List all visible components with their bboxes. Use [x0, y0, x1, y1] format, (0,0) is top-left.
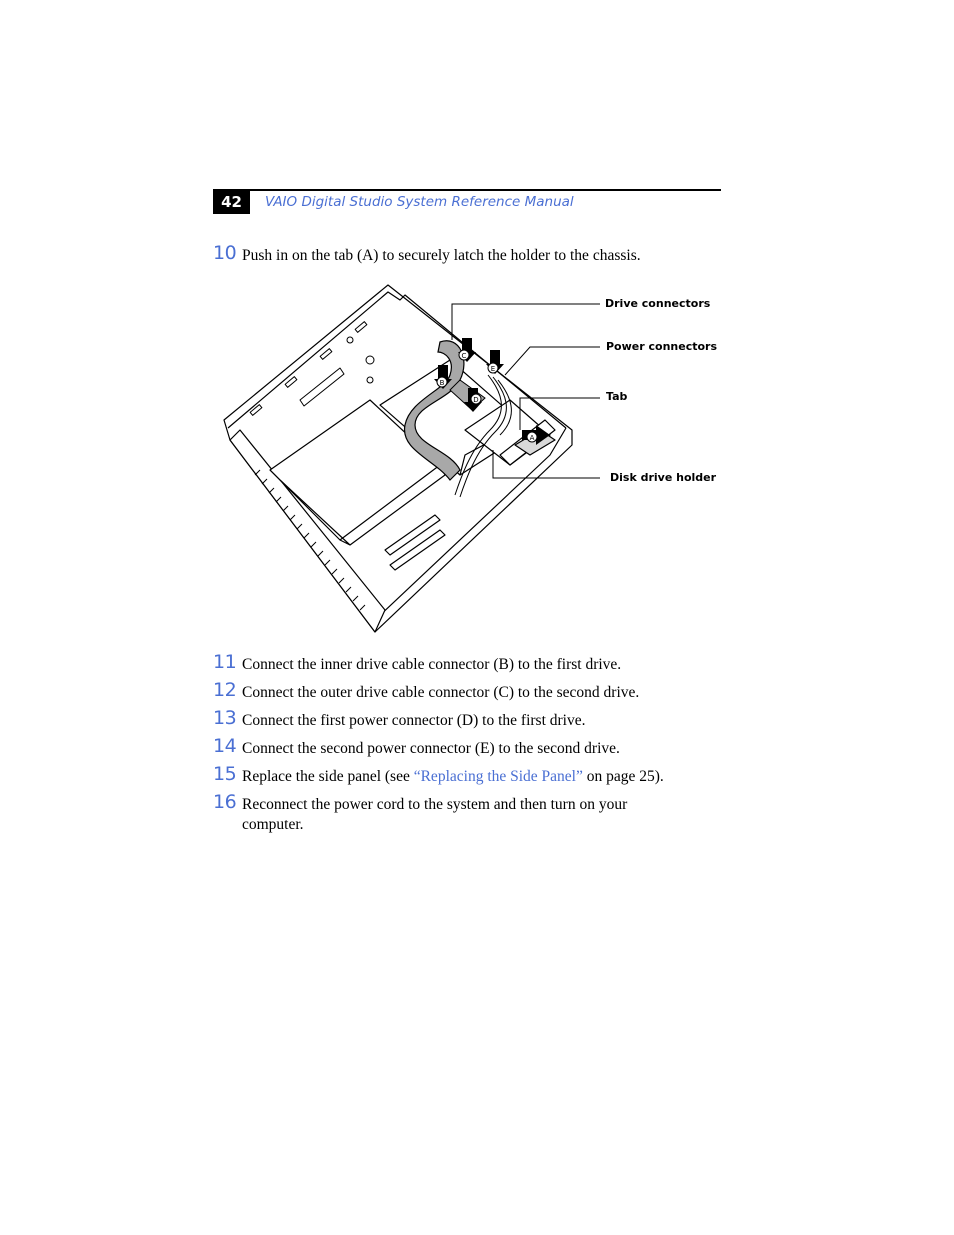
marker-b: B: [439, 379, 445, 387]
callout-disk-drive-holder: Disk drive holder: [610, 471, 717, 484]
chassis-drawing: [210, 280, 730, 640]
step-text: Connect the inner drive cable connector (B) to the first drive.: [242, 656, 622, 673]
marker-e: E: [490, 365, 496, 373]
marker-d: D: [473, 396, 479, 404]
step-text: Reconnect the power cord to the system and then turn on your computer.: [242, 796, 628, 833]
step-text-after: on page 25).: [582, 768, 664, 785]
step-number: 14: [213, 735, 237, 757]
step-number: 13: [213, 707, 237, 729]
callout-tab: Tab: [606, 390, 628, 403]
step-number: 12: [213, 679, 237, 701]
step-text-before: Replace the side panel (see: [242, 768, 414, 785]
step-text: Connect the second power connector (E) to the second drive.: [242, 740, 620, 757]
callout-drive-connectors: Drive connectors: [605, 297, 711, 310]
step-number: 15: [213, 763, 237, 785]
step-text: Connect the outer drive cable connector (C) to the second drive.: [242, 684, 640, 701]
chassis-illustration: [210, 280, 730, 640]
step-text: Connect the first power connector (D) to the first drive.: [242, 712, 586, 729]
step-text: [242, 767, 712, 787]
step-number: 11: [213, 651, 237, 673]
step-text: Push in on the tab (A) to securely latch the holder to the chassis.: [242, 247, 641, 264]
step-number: 10: [213, 242, 237, 264]
header-rule: [213, 189, 721, 191]
marker-c: C: [461, 352, 467, 360]
marker-a: A: [529, 434, 535, 442]
callout-power-connectors: Power connectors: [606, 340, 718, 353]
page-number: 42: [213, 191, 250, 214]
step-number: 16: [213, 791, 237, 813]
replacing-side-panel-link[interactable]: “Replacing the Side Panel”: [413, 768, 583, 785]
running-title: VAIO Digital Studio System Reference Manual: [265, 194, 574, 210]
